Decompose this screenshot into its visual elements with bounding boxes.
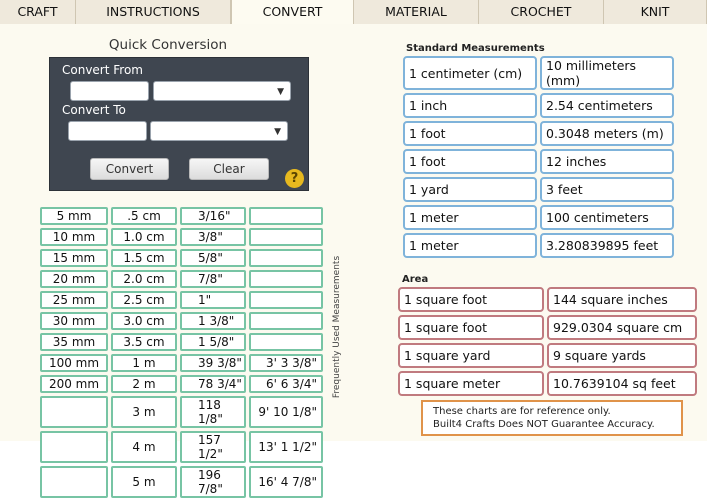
metric-row-cell <box>40 431 108 463</box>
metric-row-cell: 39 3/8" <box>180 354 246 372</box>
metric-row-cell: 100 mm <box>40 354 108 372</box>
convert-to-value-input[interactable] <box>68 121 147 141</box>
standard-row <box>403 121 674 146</box>
area-row-cell: 10.7639104 sq feet <box>547 371 697 396</box>
standard-row-cell: 1 centimeter (cm) <box>403 56 537 90</box>
tab-instructions[interactable]: INSTRUCTIONS <box>76 0 231 24</box>
metric-row-cell: 7/8" <box>180 270 246 288</box>
metric-row-cell: 2.0 cm <box>111 270 177 288</box>
metric-row-cell: 35 mm <box>40 333 108 351</box>
tab-crochet[interactable]: CROCHET <box>479 0 604 24</box>
chevron-down-icon: ▼ <box>277 87 284 97</box>
disclaimer-line-1: These charts are for reference only. <box>433 406 611 417</box>
standard-measurements-title: Standard Measurements <box>406 43 545 54</box>
standard-row-cell: 1 meter <box>403 205 537 230</box>
metric-row-cell <box>249 249 323 267</box>
metric-row-cell: 2.5 cm <box>111 291 177 309</box>
metric-row <box>40 291 323 309</box>
tab-knit[interactable]: KNIT <box>604 0 707 24</box>
metric-row-cell: 10 mm <box>40 228 108 246</box>
area-table <box>395 284 700 399</box>
standard-row <box>403 233 674 258</box>
metric-row-cell: 3.5 cm <box>111 333 177 351</box>
metric-row <box>40 228 323 246</box>
standard-row <box>403 93 674 118</box>
chevron-down-icon: ▼ <box>274 127 281 137</box>
standard-row-cell: 12 inches <box>540 149 674 174</box>
metric-row-cell: 1.5 cm <box>111 249 177 267</box>
metric-row-cell: 15 mm <box>40 249 108 267</box>
standard-row-cell: 1 foot <box>403 149 537 174</box>
metric-row <box>40 354 323 372</box>
area-row <box>398 343 697 368</box>
metric-row-cell: 118 1/8" <box>180 396 246 428</box>
metric-row-cell: 3 m <box>111 396 177 428</box>
area-row <box>398 315 697 340</box>
tab-material[interactable]: MATERIAL <box>354 0 479 24</box>
convert-from-label: Convert From <box>62 63 143 77</box>
tab-bar <box>0 0 707 24</box>
area-row-cell: 1 square foot <box>398 315 544 340</box>
convert-panel <box>0 24 707 496</box>
question-icon[interactable]: ? <box>285 169 304 188</box>
metric-row-cell: 20 mm <box>40 270 108 288</box>
metric-row <box>40 207 323 225</box>
metric-row <box>40 431 323 463</box>
area-row-cell: 1 square yard <box>398 343 544 368</box>
standard-row <box>403 177 674 202</box>
metric-row-cell <box>249 333 323 351</box>
metric-row-cell: .5 cm <box>111 207 177 225</box>
standard-row <box>403 56 674 90</box>
metric-row-cell: 5/8" <box>180 249 246 267</box>
metric-row <box>40 312 323 330</box>
area-row-cell: 1 square foot <box>398 287 544 312</box>
metric-row-cell: 3' 3 3/8" <box>249 354 323 372</box>
quick-conversion-title: Quick Conversion <box>108 37 228 53</box>
metric-row-cell: 30 mm <box>40 312 108 330</box>
metric-row <box>40 333 323 351</box>
metric-row-cell: 1.0 cm <box>111 228 177 246</box>
standard-row-cell: 10 millimeters (mm) <box>540 56 674 90</box>
area-row-cell: 144 square inches <box>547 287 697 312</box>
metric-row-cell: 4 m <box>111 431 177 463</box>
convert-to-label: Convert To <box>62 103 126 117</box>
area-row <box>398 371 697 396</box>
metric-row <box>40 270 323 288</box>
metric-row <box>40 396 323 428</box>
standard-row-cell: 1 foot <box>403 121 537 146</box>
metric-row-cell: 5 mm <box>40 207 108 225</box>
metric-row-cell: 1 m <box>111 354 177 372</box>
standard-row-cell: 1 yard <box>403 177 537 202</box>
metric-row-cell: 25 mm <box>40 291 108 309</box>
area-row-cell: 1 square meter <box>398 371 544 396</box>
frequently-used-measurements-label: Frequently Used Measurements <box>332 255 342 399</box>
metric-row-cell: 157 1/2" <box>180 431 246 463</box>
metric-row-cell: 6' 6 3/4" <box>249 375 323 393</box>
standard-measurements-table <box>400 53 677 261</box>
metric-row-cell <box>40 396 108 428</box>
standard-row-cell: 1 meter <box>403 233 537 258</box>
quick-conversion-form <box>49 57 309 191</box>
standard-row <box>403 205 674 230</box>
metric-row-cell <box>249 270 323 288</box>
area-row <box>398 287 697 312</box>
convert-button[interactable]: Convert <box>90 158 169 180</box>
area-row-cell: 9 square yards <box>547 343 697 368</box>
metric-row-cell: 16' 4 7/8" <box>249 466 323 498</box>
clear-button[interactable]: Clear <box>189 158 269 180</box>
metric-row-cell: 200 mm <box>40 375 108 393</box>
area-title: Area <box>402 274 429 285</box>
metric-row <box>40 466 323 498</box>
metric-row <box>40 375 323 393</box>
metric-row-cell: 1 3/8" <box>180 312 246 330</box>
metric-row-cell: 196 7/8" <box>180 466 246 498</box>
standard-row-cell: 100 centimeters <box>540 205 674 230</box>
metric-row-cell: 3.0 cm <box>111 312 177 330</box>
metric-row-cell: 9' 10 1/8" <box>249 396 323 428</box>
convert-to-unit-select[interactable] <box>150 121 288 141</box>
disclaimer-box <box>421 400 683 436</box>
metric-row-cell: 3/8" <box>180 228 246 246</box>
convert-from-unit-select[interactable] <box>153 81 291 101</box>
metric-row-cell: 2 m <box>111 375 177 393</box>
metric-row-cell: 5 m <box>111 466 177 498</box>
metric-row-cell: 1" <box>180 291 246 309</box>
disclaimer-line-2: Built4 Crafts Does NOT Guarantee Accuracy. <box>433 419 655 430</box>
convert-from-value-input[interactable] <box>70 81 149 101</box>
standard-row-cell: 0.3048 meters (m) <box>540 121 674 146</box>
metric-row <box>40 249 323 267</box>
metric-row-cell: 13' 1 1/2" <box>249 431 323 463</box>
metric-row-cell: 3/16" <box>180 207 246 225</box>
metric-row-cell <box>249 312 323 330</box>
standard-row-cell: 3.280839895 feet <box>540 233 674 258</box>
standard-row <box>403 149 674 174</box>
standard-row-cell: 2.54 centimeters <box>540 93 674 118</box>
frequently-used-measurements-table <box>37 204 326 501</box>
tab-craft[interactable]: CRAFT <box>0 0 76 24</box>
metric-row-cell <box>40 466 108 498</box>
area-row-cell: 929.0304 square cm <box>547 315 697 340</box>
metric-row-cell <box>249 228 323 246</box>
tab-convert[interactable]: CONVERT <box>231 0 354 25</box>
standard-row-cell: 3 feet <box>540 177 674 202</box>
metric-row-cell: 1 5/8" <box>180 333 246 351</box>
metric-row-cell: 78 3/4" <box>180 375 246 393</box>
metric-row-cell <box>249 291 323 309</box>
metric-row-cell <box>249 207 323 225</box>
standard-row-cell: 1 inch <box>403 93 537 118</box>
